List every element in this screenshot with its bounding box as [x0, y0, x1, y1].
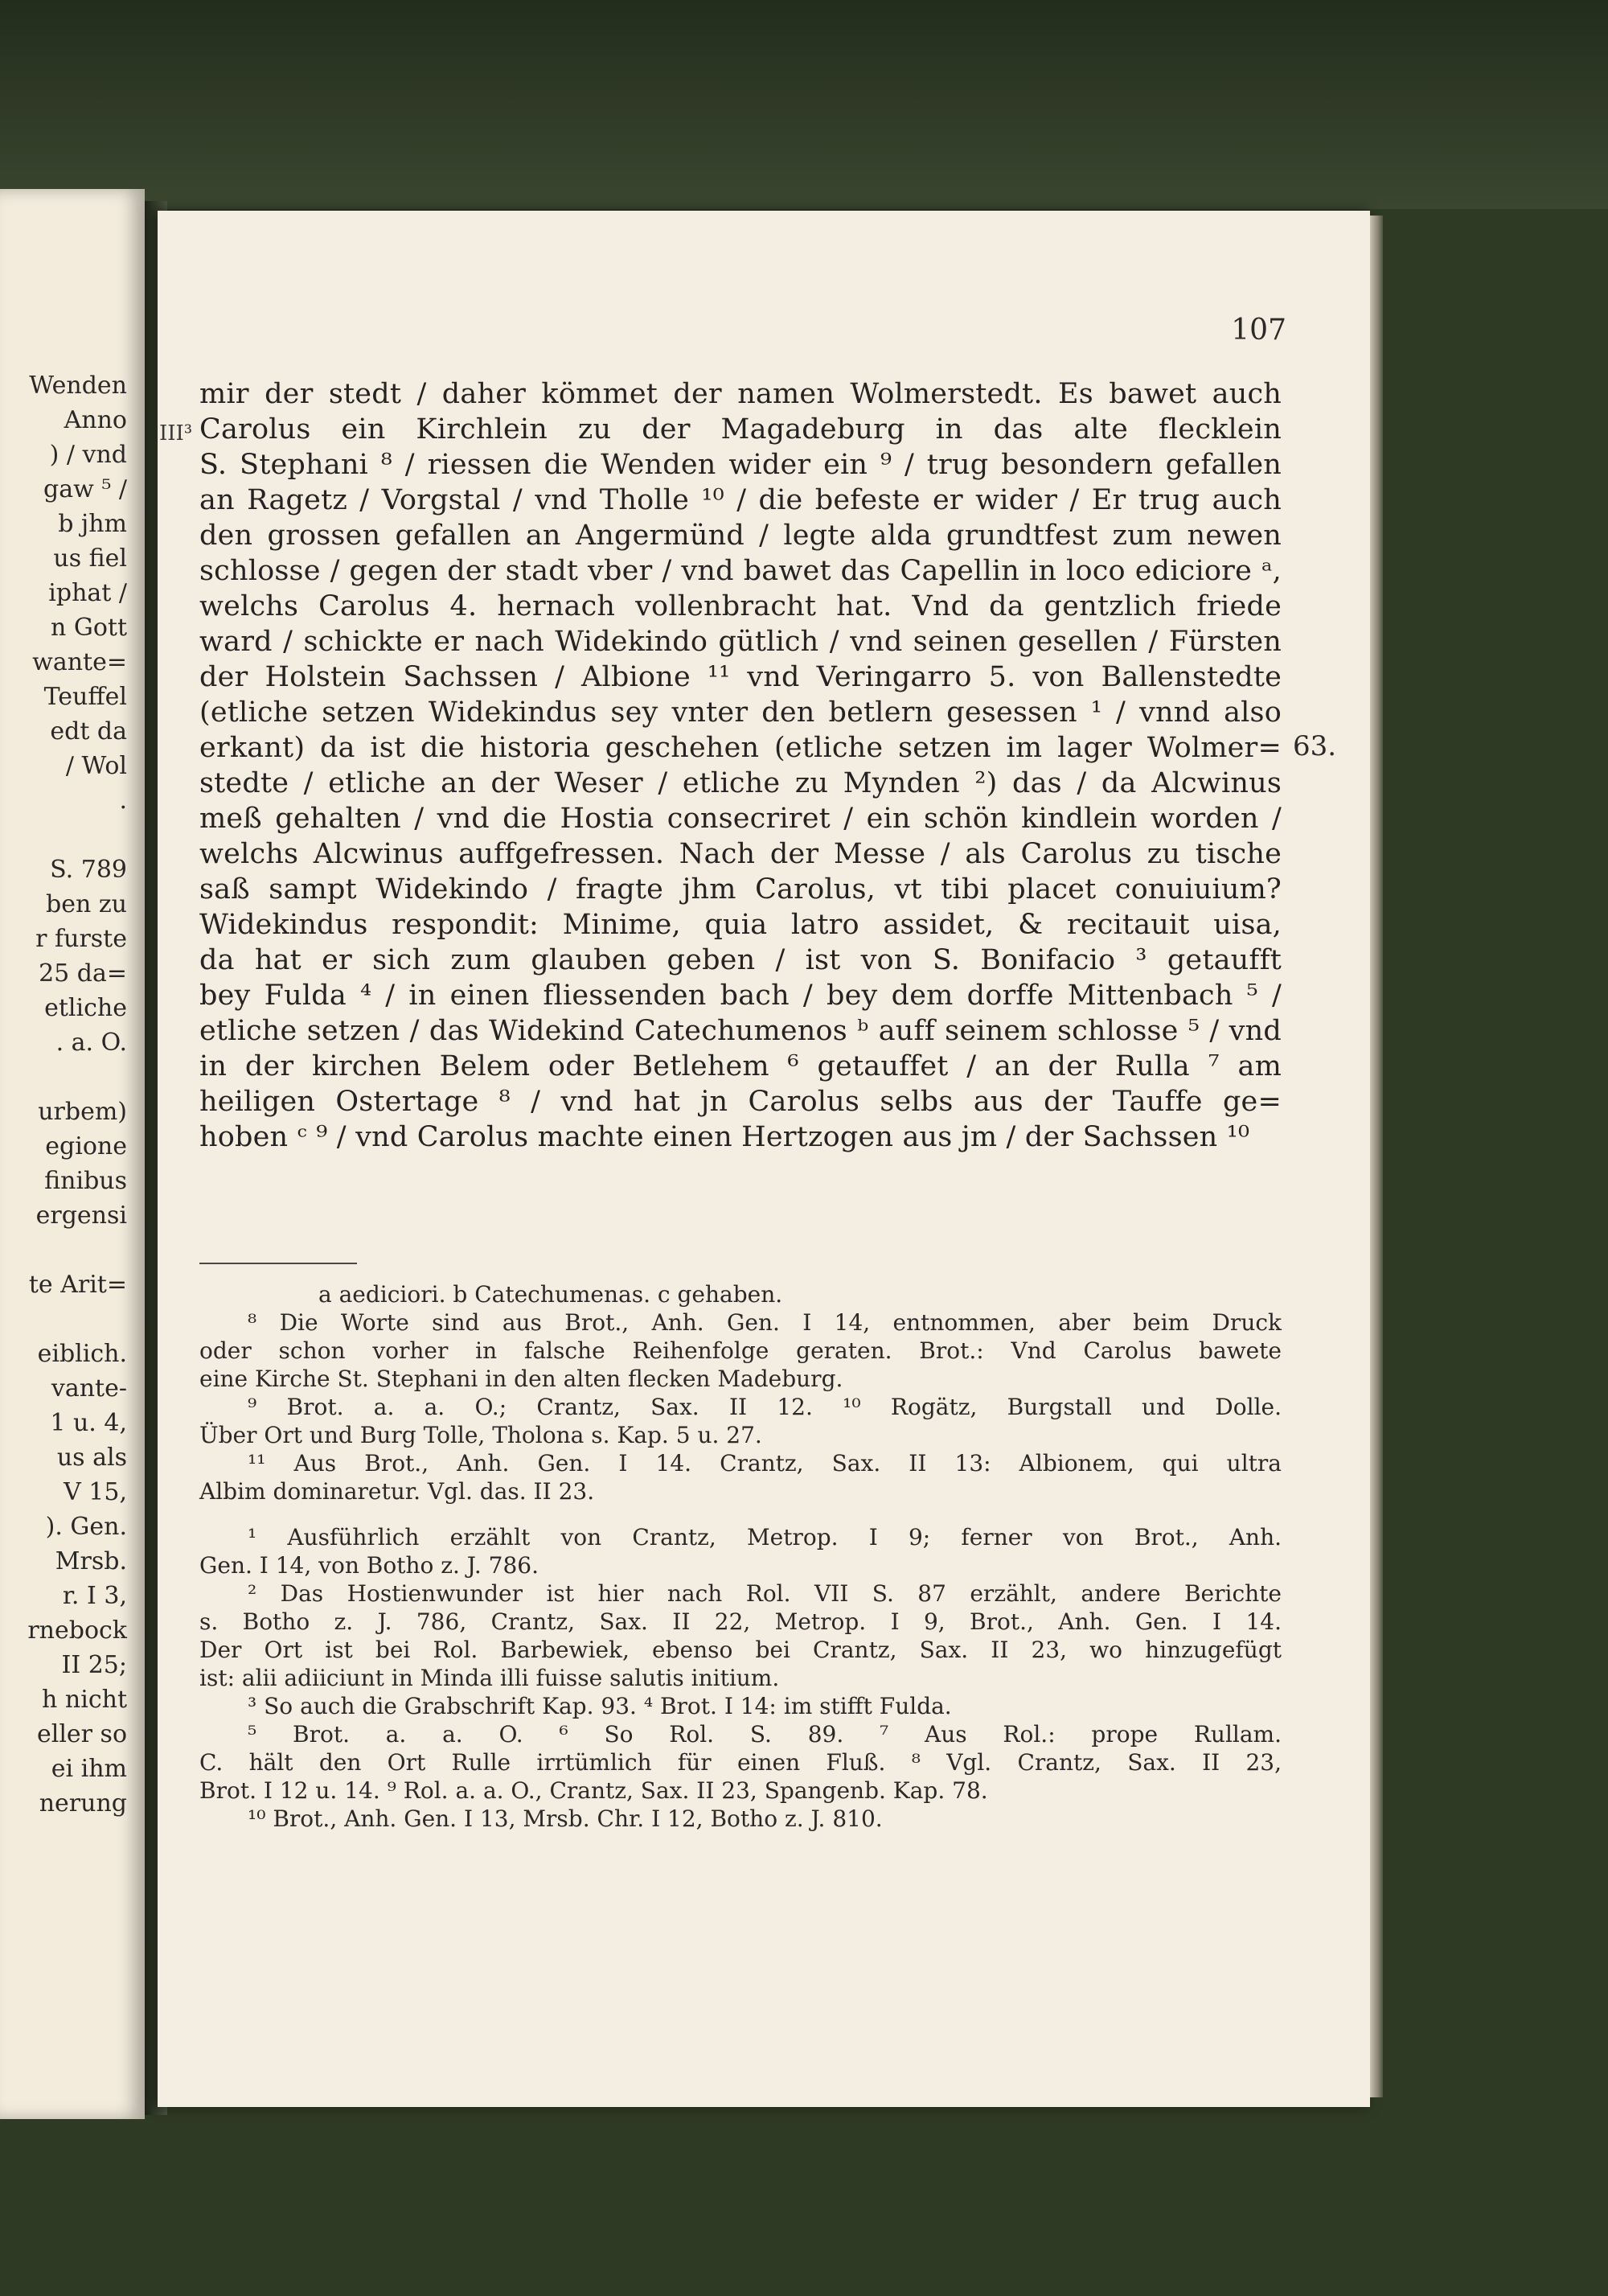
text-line: den grossen gefallen an Angermünd / legte alda grundtfest zum newen — [199, 520, 1282, 552]
text-line: der Holstein Sachssen / Albione ¹¹ vnd Veringarro 5. von Ballenstedte — [199, 661, 1282, 693]
left-page-line: Teuffel — [43, 683, 127, 711]
left-page-line: urbem) — [38, 1098, 127, 1126]
left-page-line: r. I 3, — [62, 1582, 127, 1610]
footnote-line: ¹¹ Aus Brot., Anh. Gen. I 14. Crantz, Sax. II 13: Albionem, qui ultra — [248, 1450, 1282, 1477]
left-page-line: S. 789 — [50, 856, 127, 884]
left-page-line: eller so — [36, 1720, 127, 1748]
main-text-block — [199, 376, 1282, 1155]
footnote-line: eine Kirche St. Stephani in den alten flecken Madeburg. — [199, 1366, 843, 1392]
margin-reference: III³ — [159, 421, 193, 446]
left-page-line: ei ihm — [51, 1755, 127, 1783]
left-page-line: ). Gen. — [45, 1513, 127, 1541]
page-number: 107 — [1231, 314, 1286, 347]
text-line: S. Stephani ⁸ / riessen die Wenden wider ein ⁹ / trug besondern gefallen — [199, 449, 1282, 481]
footnote-line: C. hält den Ort Rulle irrtümlich für einen Fluß. ⁸ Vgl. Crantz, Sax. II 23, — [199, 1749, 1282, 1776]
footnote-line: ⁸ Die Worte sind aus Brot., Anh. Gen. I 14, entnommen, aber beim Druck — [248, 1309, 1282, 1336]
text-line: schlosse / gegen der stadt vber / vnd bawet das Capellin in loco ediciore ᵃ, — [199, 555, 1282, 587]
left-page-line: ) / vnd — [49, 441, 127, 469]
footnote-line: ² Das Hostienwunder ist hier nach Rol. VII S. 87 erzählt, andere Berichte — [248, 1580, 1282, 1607]
left-page-line: 25 da= — [39, 959, 127, 988]
text-line: hoben ᶜ ⁹ / vnd Carolus machte einen Hertzogen aus jm / der Sachssen ¹⁰ — [199, 1121, 1250, 1153]
page-edge — [1370, 216, 1383, 2097]
text-line: heiligen Ostertage ⁸ / vnd hat jn Carolus selbs aus der Tauffe ge= — [199, 1086, 1282, 1118]
left-page-line: / Wol — [65, 752, 127, 780]
left-page-line: egione — [45, 1132, 127, 1160]
left-page-line: Anno — [64, 406, 127, 434]
text-line: da hat er sich zum glauben geben / ist von S. Bonifacio ³ getaufft — [199, 944, 1282, 976]
text-line: an Ragetz / Vorgstal / vnd Tholle ¹⁰ / die befeste er wider / Er trug auch — [199, 484, 1282, 516]
dark-backdrop — [0, 0, 1608, 209]
left-page-line: gaw ⁵ / — [43, 475, 127, 503]
footnote-line: ⁵ Brot. a. a. O. ⁶ So Rol. S. 89. ⁷ Aus Rol.: prope Rullam. — [248, 1721, 1282, 1748]
margin-number: 63. — [1293, 730, 1337, 762]
footnote-line: Über Ort und Burg Tolle, Tholona s. Kap. 5 u. 27. — [199, 1422, 762, 1448]
left-page-line: nerung — [39, 1789, 127, 1817]
left-page-line: Mrsb. — [55, 1547, 127, 1575]
left-page-line: us als — [56, 1444, 127, 1472]
text-line: in der kirchen Belem oder Betlehem ⁶ getauffet / an der Rulla ⁷ am — [199, 1050, 1282, 1082]
left-page-line: wante= — [32, 648, 127, 676]
left-page-line: us fiel — [53, 544, 127, 573]
left-page-line: V 15, — [64, 1478, 127, 1506]
text-line: meß gehalten / vnd die Hostia consecriret / ein schön kindlein worden / — [199, 803, 1282, 835]
left-page-line: II 25; — [61, 1651, 127, 1679]
text-line: welchs Carolus 4. hernach vollenbracht hat. Vnd da gentzlich friede — [199, 590, 1282, 622]
text-line: mir der stedt / daher kömmet der namen Wolmerstedt. Es bawet auch — [199, 378, 1282, 410]
footnote-line: a aediciori. b Catechumenas. c gehaben. — [318, 1281, 783, 1308]
footnote-line: Brot. I 12 u. 14. ⁹ Rol. a. a. O., Crantz, Sax. II 23, Spangenb. Kap. 78. — [199, 1777, 988, 1804]
left-page-line: vante- — [51, 1374, 127, 1403]
text-line: saß sampt Widekindo / fragte jhm Carolus, vt tibi placet conuiuium? — [199, 873, 1282, 906]
text-line: Widekindus respondit: Minime, quia latro assidet, & recitauit uisa, — [199, 909, 1282, 941]
left-page-line: rnebock — [27, 1616, 127, 1645]
left-page-fragment — [0, 189, 145, 2119]
footnote-gap — [199, 1505, 1282, 1523]
text-line: Carolus ein Kirchlein zu der Magadeburg in das alte flecklein — [199, 413, 1282, 446]
left-page-line: iphat / — [48, 579, 127, 607]
left-page-line: b jhm — [58, 510, 127, 538]
footnote-line: Gen. I 14, von Botho z. J. 786. — [199, 1552, 539, 1579]
text-line: (etliche setzen Widekindus sey vnter den betlern gesessen ¹ / vnnd also — [199, 696, 1282, 729]
left-page-line: r furste — [35, 925, 127, 953]
left-page-line: Wenden — [29, 372, 127, 400]
footnote-line: ist: alii adiiciunt in Minda illi fuisse salutis initium. — [199, 1665, 780, 1691]
text-line: ward / schickte er nach Widekindo gütlich / vnd seinen gesellen / Fürsten — [199, 626, 1282, 658]
footnote-line: Albim dominaretur. Vgl. das. II 23. — [199, 1478, 595, 1505]
left-page-line: edt da — [50, 717, 127, 745]
footnote-rule — [199, 1263, 357, 1264]
footnote-line: ¹ Ausführlich erzählt von Crantz, Metrop. I 9; ferner von Brot., Anh. — [248, 1524, 1282, 1551]
footnote-line: oder schon vorher in falsche Reihenfolge geraten. Brot.: Vnd Carolus bawete — [199, 1337, 1282, 1364]
right-page — [158, 211, 1370, 2107]
footnotes-block — [199, 1280, 1282, 1833]
text-line: etliche setzen / das Widekind Catechumenos ᵇ auff seinem schlosse ⁵ / vnd — [199, 1015, 1282, 1047]
left-page-line: h nicht — [42, 1686, 127, 1714]
text-line: erkant) da ist die historia geschehen (etliche setzen im lager Wolmer= — [199, 732, 1282, 764]
left-page-line: etliche — [44, 994, 127, 1022]
left-page-line: ergensi — [35, 1201, 127, 1230]
left-page-line: 1 u. 4, — [50, 1409, 127, 1437]
footnote-line: s. Botho z. J. 786, Crantz, Sax. II 22, Metrop. I 9, Brot., Anh. Gen. I 14. — [199, 1608, 1282, 1635]
left-page-line: . — [119, 787, 127, 815]
text-line: stedte / etliche an der Weser / etliche zu Mynden ²) das / da Alcwinus — [199, 767, 1282, 799]
footnote-line: ¹⁰ Brot., Anh. Gen. I 13, Mrsb. Chr. I 12, Botho z. J. 810. — [248, 1805, 883, 1832]
left-page-line: . a. O. — [55, 1029, 127, 1057]
text-line: bey Fulda ⁴ / in einen fliessenden bach / bey dem dorffe Mittenbach ⁵ / — [199, 980, 1282, 1012]
left-page-line: n Gott — [51, 614, 127, 642]
left-page-line: te Arit= — [28, 1271, 127, 1299]
footnote-line: Der Ort ist bei Rol. Barbewiek, ebenso bei Crantz, Sax. II 23, wo hinzugefügt — [199, 1637, 1282, 1663]
left-page-line: eiblich. — [37, 1340, 127, 1368]
footnote-line: ³ So auch die Grabschrift Kap. 93. ⁴ Brot. I 14: im stifft Fulda. — [248, 1693, 952, 1719]
text-line: welchs Alcwinus auffgefressen. Nach der Messe / als Carolus zu tische — [199, 838, 1282, 870]
left-page-line: ben zu — [46, 890, 127, 918]
footnote-line: ⁹ Brot. a. a. O.; Crantz, Sax. II 12. ¹⁰ Rogätz, Burgstall und Dolle. — [248, 1394, 1282, 1420]
left-page-line: finibus — [44, 1167, 127, 1195]
